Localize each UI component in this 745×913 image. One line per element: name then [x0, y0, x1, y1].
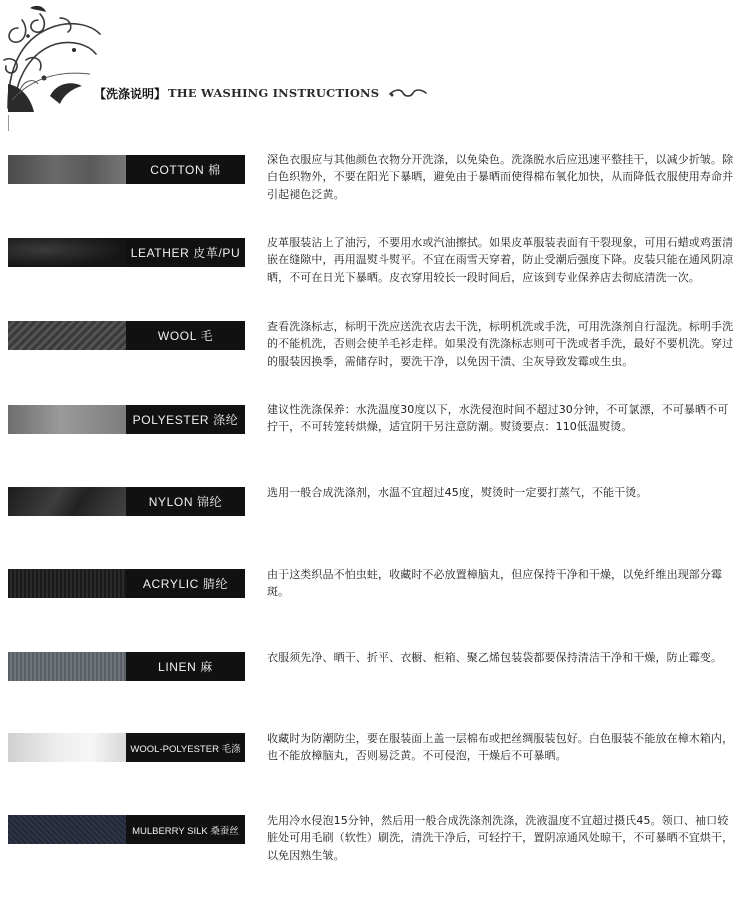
fabric-swatch-cotton: [8, 155, 126, 184]
fabric-description: 建议性洗涤保养：水洗温度30度以下，水洗侵泡时间不超过30分钟，不可氯漂，不可暴晒不可拧干，不可转笼转烘燥，适宜阴干另注意防潮。熨烫要点：110低温熨烫。: [267, 403, 729, 434]
fabric-description: 查看洗涤标志，标明干洗应送洗衣店去干洗，标明机洗或手洗，可用洗涤剂自行湿洗。标明手洗的不能机洗，否则会使羊毛衫走样。如果没有洗涤标志则可干洗或者手洗，最好不要机洗。穿过的服装因换季，需储存时，要洗干净，以免因干渍、尘灰导致发霉或生虫。: [267, 320, 734, 368]
fabric-label: [126, 652, 245, 681]
fabric-label-text: WOOL-POLYESTER 毛涤: [130, 743, 241, 755]
fabric-swatch-linen: [8, 652, 126, 681]
fabric-label-text: COTTON 棉: [150, 163, 221, 177]
fabric-label-text: LEATHER 皮革/PU: [130, 246, 241, 260]
header-title-cn: 【洗涤说明】: [94, 86, 167, 101]
fabric-swatch-acrylic: [8, 569, 126, 598]
fabric-label: [126, 155, 245, 184]
fabric-swatch-leather: [8, 238, 126, 267]
fabric-description: 皮革服装沾上了油污，不要用水或汽油擦拭。如果皮革服装表面有干裂现象，可用石蜡或鸡蛋清嵌在缝隙中，再用温熨斗熨平。不宜在雨雪天穿着，防止受潮后强度下降。皮装只能在通风阴凉晒，不可在日光下暴晒。皮衣穿用较长一段时间后，应该到专业保养店去彻底清洗一次。: [267, 236, 734, 284]
fabric-swatch-mulberry-silk: [8, 815, 126, 844]
fabric-label: [126, 405, 245, 434]
swirl-flourish-icon: [389, 87, 427, 99]
fabric-description: 收藏时为防潮防尘，要在服装面上盖一层棉布或把丝绸服装包好。白色服装不能放在樟木箱内，也不能放樟脑丸，否则易泛黄。不可侵泡，干燥后不可暴晒。: [267, 732, 734, 763]
fabric-label: [126, 487, 245, 516]
fabric-description: 先用冷水侵泡15分钟，然后用一般合成洗涤剂洗涤，洗液温度不宜超过摄氏45。领口、袖口较脏处可用毛刷（软性）刷洗，清洗干净后，可轻拧干，置阴凉通风处晾干，不可暴晒不宜烘干，以免因熟生皱。: [267, 814, 734, 862]
fabric-label-text: WOOL 毛: [157, 329, 214, 343]
fabric-label: [126, 321, 245, 350]
fabric-label-text: NYLON 锦纶: [148, 495, 223, 509]
page-header: [94, 84, 427, 102]
fabric-label: [126, 733, 245, 762]
fabric-label: [126, 815, 245, 844]
fabric-label-text: MULBERRY SILK 桑蚕丝: [132, 825, 239, 837]
fabric-label-text: LINEN 麻: [158, 660, 213, 674]
fabric-label: [126, 238, 245, 267]
fabric-description: 衣服须先净、晒干、折平、衣橱、柜箱、聚乙烯包装袋都要保持清洁干净和干燥，防止霉变。: [267, 651, 723, 664]
fabric-swatch-wool-polyester: [8, 733, 126, 762]
fabric-description: 由于这类织品不怕虫蛀，收藏时不必放置樟脑丸，但应保持干净和干燥，以免纤维出现部分霉斑。: [267, 568, 723, 599]
fabric-swatch-nylon: [8, 487, 126, 516]
fabric-description: 选用一般合成洗涤剂，水温不宜超过45度，熨烫时一定要打蒸气，不能干烫。: [267, 486, 648, 499]
fabric-label-text: POLYESTER 涤纶: [132, 413, 239, 427]
fabric-description: 深色衣服应与其他颜色衣物分开洗涤，以免染色。洗涤脱水后应迅速平整挂干，以减少折皱。除白色织物外，不要在阳光下暴晒，避免由于暴晒而使得棉布氧化加快，从而降低衣服使用寿命并引起褪色泛黄。: [267, 153, 734, 201]
divider: [8, 115, 9, 131]
header-title-en: THE WASHING INSTRUCTIONS: [168, 86, 380, 100]
fabric-label-text: ACRYLIC 腈纶: [142, 577, 229, 591]
fabric-label: [126, 569, 245, 598]
fabric-swatch-polyester: [8, 405, 126, 434]
fabric-swatch-wool: [8, 321, 126, 350]
